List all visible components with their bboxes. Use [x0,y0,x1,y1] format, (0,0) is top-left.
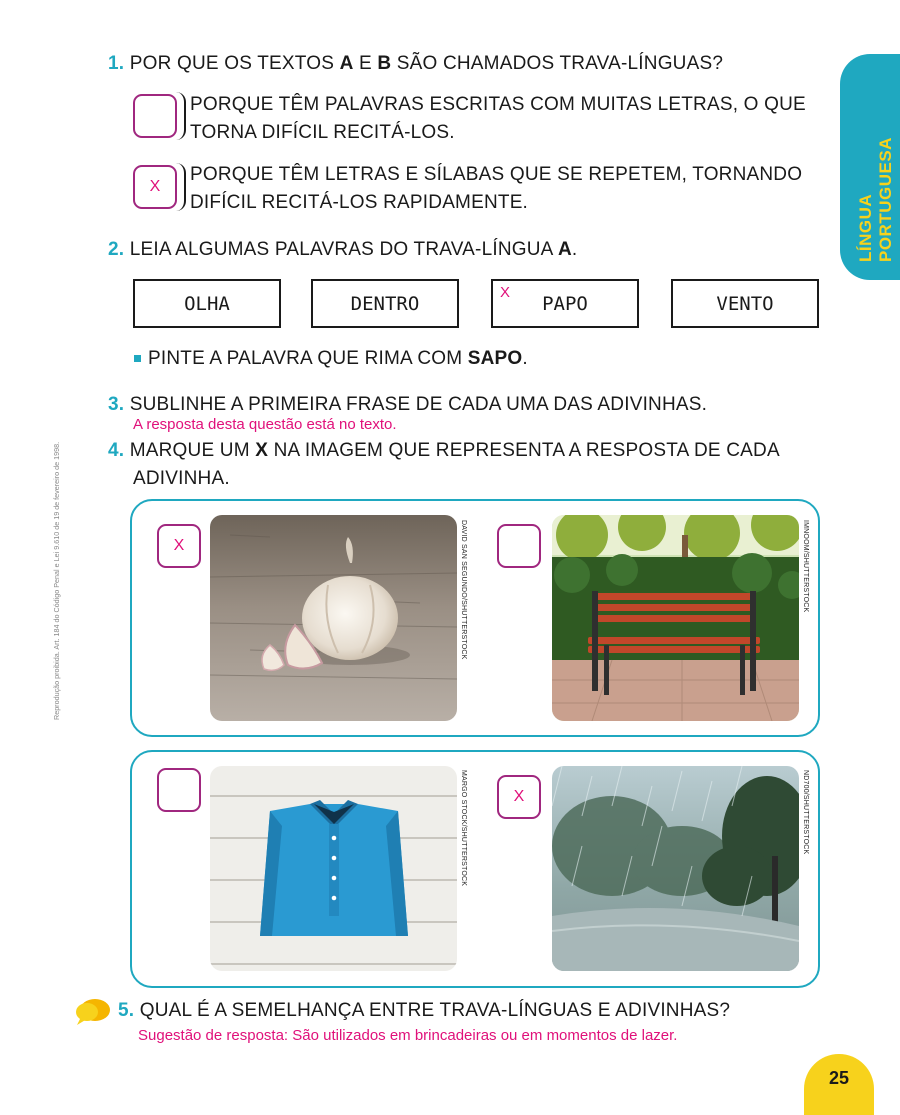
question-4-number: 4. [108,440,125,461]
question-5-number: 5. [118,1000,135,1021]
question-4-line2: ADIVINHA. [133,468,230,489]
garlic-checkbox[interactable] [157,524,201,568]
instruction-end: . [522,348,528,369]
checkbox-mark: X [149,178,161,195]
question-5 [118,1000,730,1022]
question-2-text-end: . [571,239,578,260]
side-tab-label: LÍNGUA PORTUGUESA [856,137,895,262]
bench-image [552,515,799,721]
text-b-label: B [377,53,392,74]
q1-option-1-brace [176,92,186,140]
rain-image [552,766,799,971]
speech-bubble-icon [75,997,111,1032]
shirt-photo[interactable] [210,766,457,971]
instruction-text: PINTE A PALAVRA QUE RIMA COM [148,348,468,369]
checkbox-mark: X [173,537,185,554]
question-4 [108,437,780,493]
page-number-tab [804,1054,874,1115]
shirt-checkbox[interactable] [157,768,201,812]
question-1-conj: E [353,53,378,74]
instruction-keyword: SAPO [467,348,523,369]
garlic-image [210,515,457,721]
question-1-text-end: SÃO CHAMADOS TRAVA-LÍNGUAS? [391,53,724,74]
page-number: 25 [828,1068,850,1088]
text-a-label: A [339,53,354,74]
question-1 [108,53,723,75]
x-label: X [255,440,269,461]
question-3-answer: A resposta desta questão está no texto. [133,416,397,433]
question-1-number: 1. [108,53,125,74]
question-2 [108,239,577,261]
legal-note: Reprodução proibida. Art. 184 do Código Penal e Lei 9.610 de 19 de fevereiro de 1998. [52,441,61,720]
q1-option-2-line1: PORQUE TÊM LETRAS E SÍLABAS QUE SE REPETEM, TORNANDO [190,164,803,185]
q1-option-1-checkbox[interactable] [133,94,177,138]
question-3-text: SUBLINHE A PRIMEIRA FRASE DE CADA UMA DAS ADIVINHAS. [129,394,708,415]
word-label: DENTRO [350,292,420,315]
word-box-vento[interactable] [671,279,819,328]
q1-option-1-line1: PORQUE TÊM PALAVRAS ESCRITAS COM MUITAS LETRAS, O QUE [190,94,806,115]
question-4-text: MARQUE UM [129,440,256,461]
shirt-credit: MARGO STOCK/SHUTTERSTOCK [460,770,467,887]
q1-option-2-checkbox[interactable] [133,165,177,209]
rain-photo[interactable] [552,766,799,971]
word-label: VENTO [716,292,774,315]
rain-credit: ND700/SHUTTERSTOCK [802,770,809,855]
text-a-label: A [557,239,572,260]
bench-checkbox[interactable] [497,524,541,568]
q1-option-2-text [190,161,802,217]
question-4-text-end: NA IMAGEM QUE REPRESENTA A RESPOSTA DE CADA [268,440,780,461]
word-box-dentro[interactable] [311,279,459,328]
q1-option-2-line2: DIFÍCIL RECITÁ-LOS RAPIDAMENTE. [190,192,529,213]
bench-photo[interactable] [552,515,799,721]
bullet-icon [134,355,141,362]
question-1-text: POR QUE OS TEXTOS [129,53,340,74]
shirt-image [210,766,457,971]
question-2-number: 2. [108,239,125,260]
word-label: PAPO [542,292,588,315]
word-mark: X [500,284,511,301]
q2-instruction [148,348,528,370]
question-3 [108,394,707,416]
question-5-answer: Sugestão de resposta: São utilizados em brincadeiras ou em momentos de lazer. [138,1027,678,1044]
garlic-photo[interactable] [210,515,457,721]
question-2-text: LEIA ALGUMAS PALAVRAS DO TRAVA-LÍNGUA [129,239,558,260]
bench-credit: IMNOOM/SHUTTERSTOCK [802,520,809,613]
checkbox-mark: X [513,788,525,805]
rain-checkbox[interactable] [497,775,541,819]
word-label: OLHA [184,292,230,315]
side-tab [840,54,900,280]
q1-option-1-text [190,91,806,147]
word-box-papo[interactable] [491,279,639,328]
garlic-credit: DAVID SAN SEGUNDO/SHUTTERSTOCK [460,520,467,660]
q1-option-1-line2: TORNA DIFÍCIL RECITÁ-LOS. [190,122,455,143]
question-3-number: 3. [108,394,125,415]
word-box-olha[interactable] [133,279,281,328]
q1-option-2-brace [176,163,186,211]
question-5-text: QUAL É A SEMELHANÇA ENTRE TRAVA-LÍNGUAS E ADIVINHAS? [139,1000,731,1021]
